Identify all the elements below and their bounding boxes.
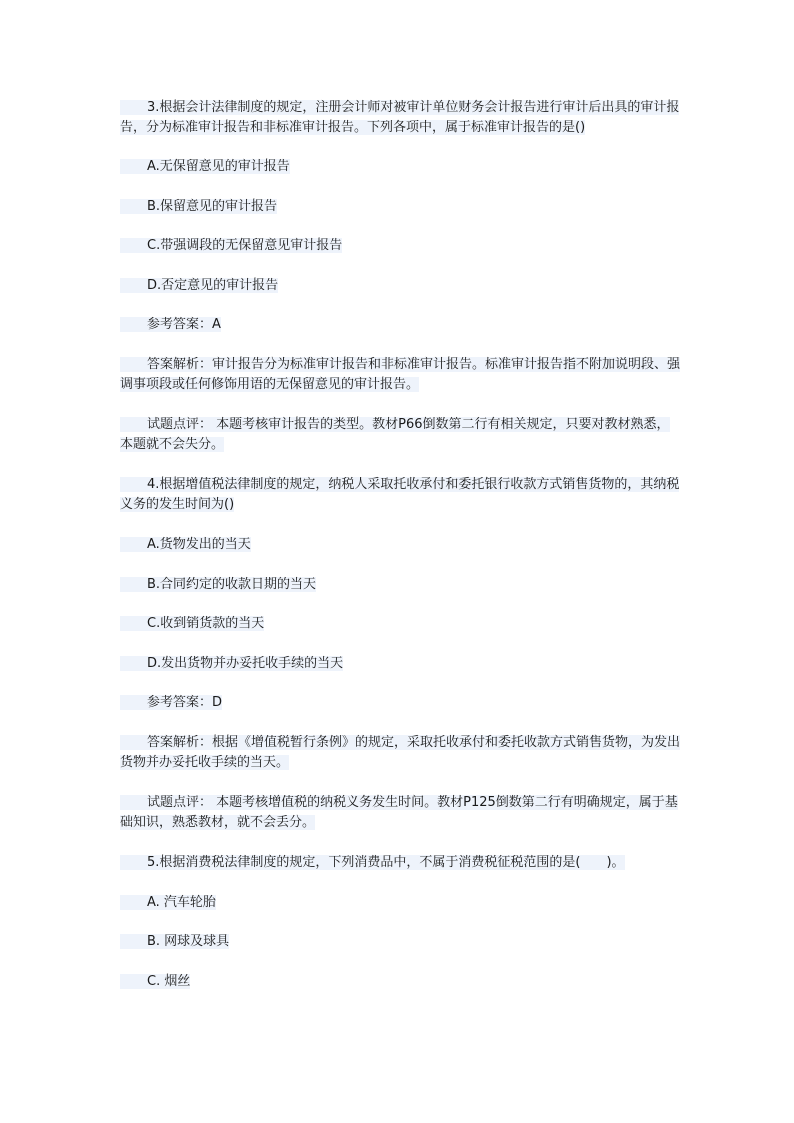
question-3-option-d: D.否定意见的审计报告: [120, 276, 680, 296]
question-3-answer: 参考答案：A: [120, 315, 680, 335]
question-5-option-b: B. 网球及球具: [120, 932, 680, 952]
question-4-option-d: D.发出货物并办妥托收手续的当天: [120, 654, 680, 674]
question-3-analysis: 答案解析：审计报告分为标准审计报告和非标准审计报告。标准审计报告指不附加说明段、强调事项段或任何修饰用语的无保留意见的审计报告。: [120, 357, 681, 392]
question-3-comment: 试题点评： 本题考核审计报告的类型。教材P66倒数第二行有相关规定，只要对教材熟悉，本题就不会失分。: [120, 417, 670, 452]
question-4-answer: 参考答案：D: [120, 693, 680, 713]
question-5-stem: 5.根据消费税法律制度的规定，下列消费品中，不属于消费税征税范围的是( )。: [120, 853, 680, 873]
question-4-option-c: C.收到销货款的当天: [120, 614, 680, 634]
question-3-stem: 3.根据会计法律制度的规定，注册会计师对被审计单位财务会计报告进行审计后出具的审计报告，分为标准审计报告和非标准审计报告。下列各项中，属于标准审计报告的是(): [120, 100, 680, 135]
question-3-option-b: B.保留意见的审计报告: [120, 197, 680, 217]
question-4-analysis: 答案解析：根据《增值税暂行条例》的规定，采取托收承付和委托收款方式销售货物，为发出货物并办妥托收手续的当天。: [120, 735, 681, 770]
question-5-option-c: C. 烟丝: [120, 972, 680, 992]
question-4-comment: 试题点评： 本题考核增值税的纳税义务发生时间。教材P125倒数第二行有明确规定，属于基础知识，熟悉教材，就不会丢分。: [120, 795, 678, 830]
question-4-option-b: B.合同约定的收款日期的当天: [120, 575, 680, 595]
question-3-option-a: A.无保留意见的审计报告: [120, 157, 680, 177]
question-5-option-a: A. 汽车轮胎: [120, 893, 680, 913]
question-3-option-c: C.带强调段的无保留意见审计报告: [120, 236, 680, 256]
question-4-option-a: A.货物发出的当天: [120, 535, 680, 555]
question-4-stem: 4.根据增值税法律制度的规定，纳税人采取托收承付和委托银行收款方式销售货物的，其纳税义务的发生时间为(): [120, 477, 680, 512]
